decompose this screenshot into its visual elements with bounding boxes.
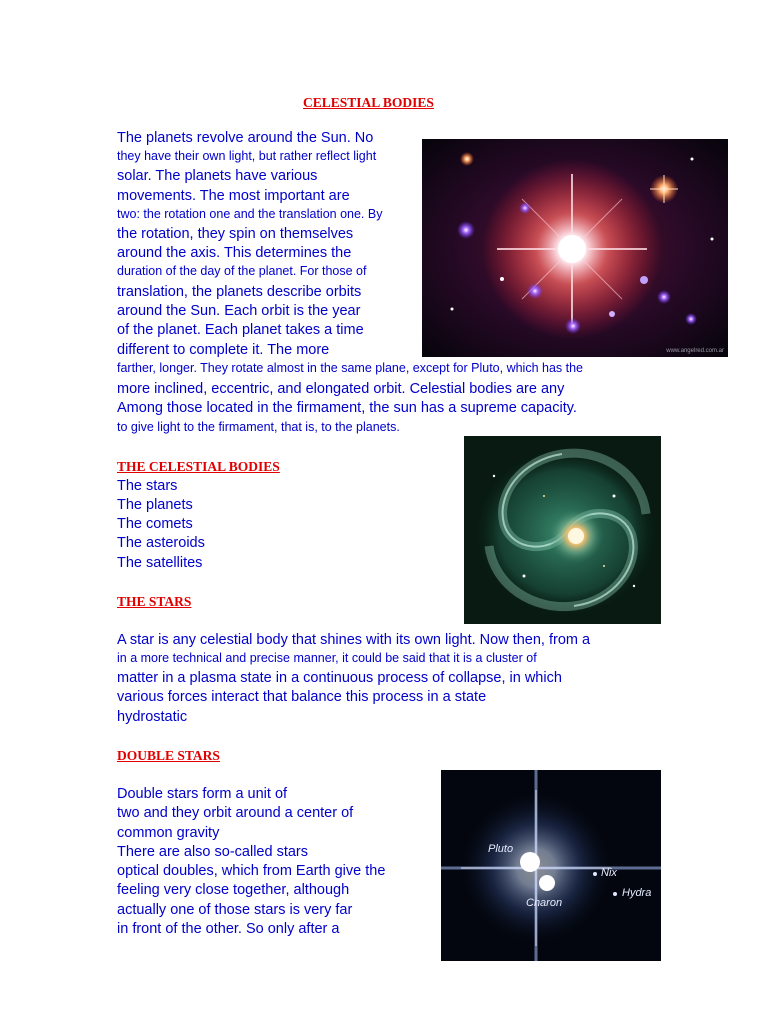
list-item: The satellites: [117, 555, 203, 571]
list-item: The planets: [117, 497, 193, 513]
list-item: The comets: [117, 516, 193, 532]
image-watermark: www.angelred.com.ar: [666, 348, 724, 354]
intro-line: translation, the planets describe orbits: [117, 284, 362, 300]
hydra-label: Hydra: [622, 887, 652, 899]
intro-line: different to complete it. The more: [117, 342, 330, 358]
pluto-charon-image: [441, 770, 661, 961]
intro-line: to give light to the firmament, that is, to the planets.: [117, 420, 400, 434]
intro-line: around the Sun. Each orbit is the year: [117, 303, 361, 319]
intro-line: around the axis. This determines the: [117, 245, 352, 261]
stars-line: various forces interact that balance this process in a state: [117, 689, 487, 705]
intro-line: duration of the day of the planet. For those of: [117, 264, 367, 278]
double-stars-line: optical doubles, which from Earth give the: [117, 863, 386, 879]
double-stars-line: feeling very close together, although: [117, 882, 350, 898]
stars-line: matter in a plasma state in a continuous process of collapse, in which: [117, 670, 562, 686]
pluto-label: Pluto: [488, 843, 514, 855]
double-stars-line: Double stars form a unit of: [117, 786, 288, 802]
intro-line: movements. The most important are: [117, 188, 350, 204]
double-stars-line: actually one of those stars is very far: [117, 902, 353, 918]
intro-line: The planets revolve around the Sun. No: [117, 130, 374, 146]
list-item: The stars: [117, 478, 178, 494]
spiral-galaxy-image: [464, 436, 661, 624]
intro-line: they have their own light, but rather reflect light: [117, 149, 377, 163]
stars-line: in a more technical and precise manner, it could be said that it is a cluster of: [117, 651, 537, 665]
nix-label: Nix: [601, 867, 617, 879]
celestial-bodies-heading: THE CELESTIAL BODIES: [117, 459, 280, 474]
double-stars-line: in front of the other. So only after a: [117, 921, 340, 937]
intro-line: the rotation, they spin on themselves: [117, 226, 354, 242]
double-stars-line: There are also so-called stars: [117, 844, 308, 860]
stars-heading: THE STARS: [117, 594, 192, 609]
list-item: The asteroids: [117, 535, 205, 551]
page-title: CELESTIAL BODIES: [303, 95, 434, 110]
stars-line: hydrostatic: [117, 709, 188, 725]
stars-line: A star is any celestial body that shines with its own light. Now then, from a: [117, 632, 591, 648]
intro-line: of the planet. Each planet takes a time: [117, 322, 364, 338]
double-stars-line: two and they orbit around a center of: [117, 805, 354, 821]
star-cluster-image: [422, 139, 728, 357]
intro-line: two: the rotation one and the translation one. By: [117, 207, 383, 221]
intro-line: solar. The planets have various: [117, 168, 318, 184]
intro-line: Among those located in the firmament, the sun has a supreme capacity.: [117, 400, 577, 416]
intro-line: more inclined, eccentric, and elongated orbit. Celestial bodies are any: [117, 381, 565, 397]
charon-label: Charon: [526, 897, 563, 909]
double-stars-line: common gravity: [117, 825, 220, 841]
double-stars-heading: DOUBLE STARS: [117, 748, 220, 763]
intro-line: farther, longer. They rotate almost in the same plane, except for Pluto, which has the: [117, 361, 584, 375]
